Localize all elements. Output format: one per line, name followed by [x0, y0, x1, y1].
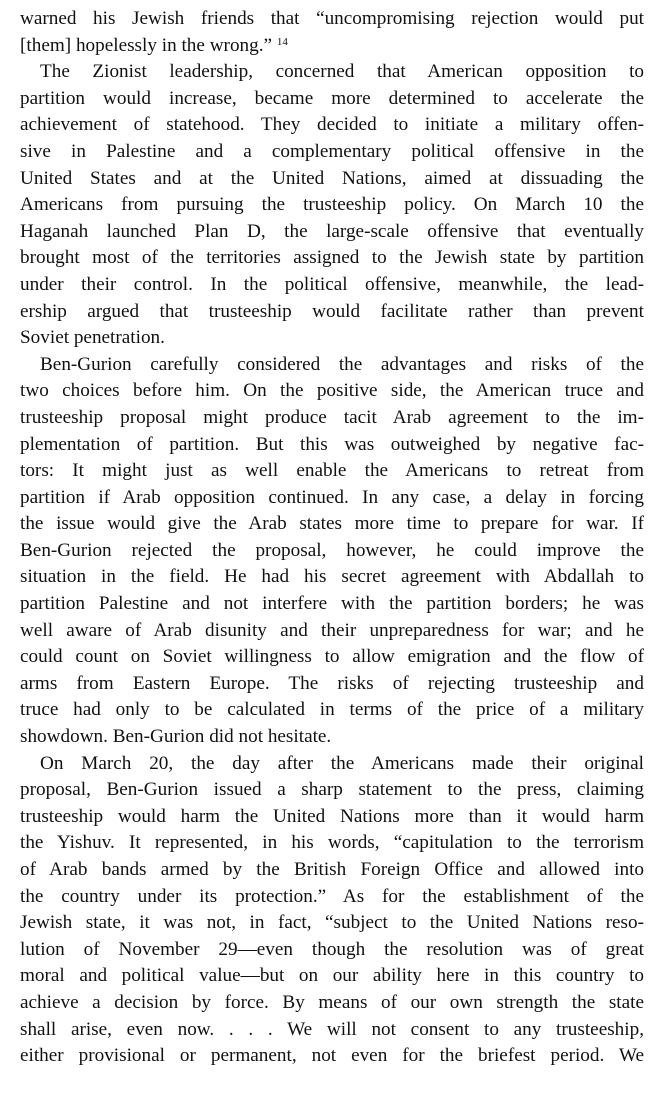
line-text: Haganah launched Plan D, the large-scale offensive that eventually [20, 220, 644, 242]
text-line [20, 697, 644, 724]
line-text: Ben-Gurion carefully considered the advantages and risks of the [40, 353, 644, 375]
text-line [20, 139, 644, 166]
text-line [20, 219, 644, 246]
line-text: partition if Arab opposition continued. In any case, a delay in forcing [20, 486, 644, 508]
line-text: Soviet penetration. [20, 327, 165, 349]
line-text: shall arise, even now. . . . We will not consent to any trusteeship, [20, 1018, 644, 1040]
line-text: plementation of partition. But this was outweighed by negative fac- [20, 433, 644, 455]
text-line [20, 963, 644, 990]
line-text: could count on Soviet willingness to allow emigration and the flow of [20, 646, 644, 668]
text-line [20, 458, 644, 485]
document-page [20, 6, 644, 1070]
text-line [20, 378, 644, 405]
text-line [20, 485, 644, 512]
text-line [20, 352, 644, 379]
line-text: brought most of the territories assigned to the Jewish state by partition [20, 247, 644, 269]
text-line [20, 405, 644, 432]
line-text: under their control. In the political offensive, meanwhile, the lead- [20, 273, 644, 295]
text-line [20, 830, 644, 857]
line-text: the issue would give the Arab states more time to prepare for war. If [20, 513, 644, 535]
line-text: two choices before him. On the positive side, the American truce and [20, 380, 644, 402]
text-line [20, 644, 644, 671]
text-line [20, 910, 644, 937]
line-text: showdown. Ben-Gurion did not hesitate. [20, 726, 332, 748]
text-line [20, 6, 644, 33]
text-line [20, 245, 644, 272]
text-line [20, 857, 644, 884]
text-line [20, 937, 644, 964]
line-text: United States and at the United Nations, aimed at dissuading the [20, 167, 644, 189]
text-line [20, 751, 644, 778]
line-text: partition Palestine and not interfere with the partition borders; he was [20, 593, 644, 615]
line-text: trusteeship proposal might produce tacit Arab agreement to the im- [20, 406, 644, 428]
line-text: On March 20, the day after the Americans made their original [40, 752, 644, 774]
text-line [20, 564, 644, 591]
line-text: The Zionist leadership, concerned that American opposition to [40, 61, 644, 83]
text-line [20, 990, 644, 1017]
line-text: well aware of Arab disunity and their unpreparedness for war; and he [20, 619, 644, 641]
text-line [20, 591, 644, 618]
text-line [20, 33, 644, 60]
text-line [20, 724, 644, 751]
text-line [20, 432, 644, 459]
text-line [20, 1043, 644, 1070]
text-line [20, 1017, 644, 1044]
text-line [20, 884, 644, 911]
line-text: truce had only to be calculated in terms of the price of a military [20, 699, 644, 721]
line-text: either provisional or permanent, not even for the briefest period. We [20, 1045, 644, 1067]
text-line [20, 166, 644, 193]
line-text: achievement of statehood. They decided to initiate a military offen- [20, 114, 644, 136]
line-text: Jewish state, it was not, in fact, “subject to the United Nations reso- [20, 912, 644, 934]
line-text: Americans from pursuing the trusteeship policy. On March 10 the [20, 194, 644, 216]
line-text: achieve a decision by force. By means of our own strength the state [20, 991, 644, 1013]
line-text: partition would increase, became more determined to accelerate the [20, 87, 644, 109]
text-line [20, 804, 644, 831]
line-text: tors: It might just as well enable the Americans to retreat from [20, 460, 644, 482]
line-text: proposal, Ben-Gurion issued a sharp statement to the press, claiming [20, 779, 644, 801]
line-text: warned his Jewish friends that “uncompromising rejection would put [20, 8, 644, 29]
text-line [20, 86, 644, 113]
line-text: Ben-Gurion rejected the proposal, however, he could improve the [20, 539, 644, 561]
line-text: sive in Palestine and a complementary political offensive in the [20, 140, 644, 162]
line-text: moral and political value—but on our ability here in this country to [20, 965, 644, 987]
footnote-marker: 14 [276, 35, 288, 48]
text-line [20, 192, 644, 219]
line-text: of Arab bands armed by the British Foreign Office and allowed into [20, 859, 644, 880]
line-text: the country under its protection.” As for the establishment of the [20, 885, 644, 907]
text-line [20, 671, 644, 698]
text-line [20, 325, 644, 352]
line-text: the Yishuv. It represented, in his words, “capitulation to the terrorism [20, 832, 644, 854]
line-text: ership argued that trusteeship would facilitate rather than prevent [20, 300, 644, 322]
text-line [20, 777, 644, 804]
text-line [20, 299, 644, 326]
text-line [20, 538, 644, 565]
line-text: [them] hopelessly in the wrong.” [20, 34, 277, 56]
text-line [20, 511, 644, 538]
text-line [20, 272, 644, 299]
line-text: situation in the field. He had his secret agreement with Abdallah to [20, 566, 644, 588]
line-text: lution of November 29—even though the resolution was of great [20, 938, 644, 960]
text-line [20, 112, 644, 139]
line-text: trusteeship would harm the United Nations more than it would harm [20, 805, 644, 827]
text-line [20, 59, 644, 86]
line-text: arms from Eastern Europe. The risks of rejecting trusteeship and [20, 672, 644, 694]
text-line [20, 618, 644, 645]
